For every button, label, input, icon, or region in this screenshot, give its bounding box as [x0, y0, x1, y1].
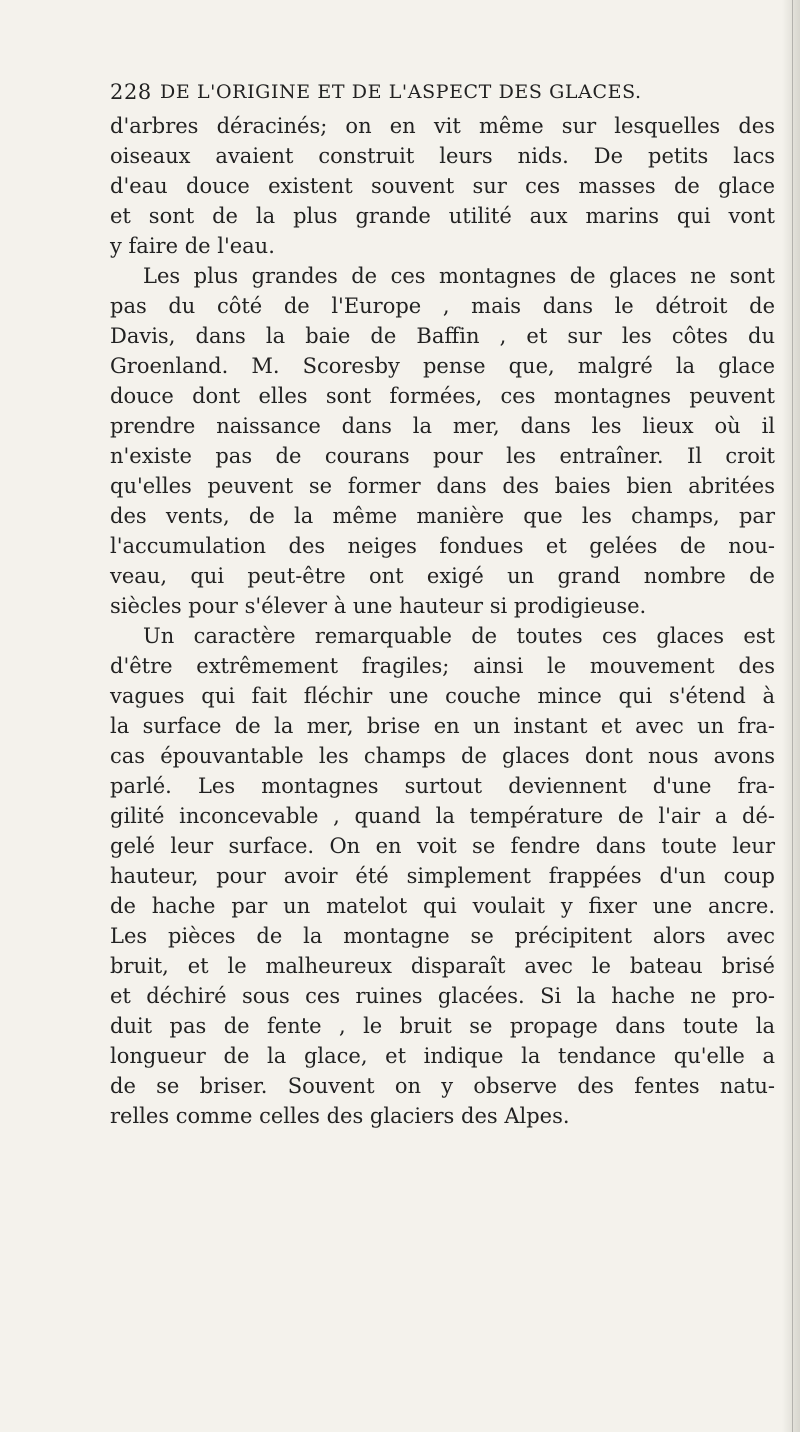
body-text: [110, 111, 775, 1131]
text-line: gelé leur surface. On en voit se fendre dans toute leur: [110, 834, 775, 858]
text-line: Davis, dans la baie de Baffin , et sur les côtes du: [110, 324, 775, 348]
text-line: Un caractère remarquable de toutes ces glaces est: [143, 624, 775, 648]
text-line: bruit, et le malheureux disparaît avec le bateau brisé: [110, 954, 775, 978]
text-line: Les pièces de la montagne se précipitent alors avec: [110, 924, 775, 948]
page-edge-line: [792, 0, 793, 1432]
page-header: [110, 80, 670, 110]
text-line: gilité inconcevable , quand la température de l'air a dé-: [110, 804, 775, 828]
text-line: et déchiré sous ces ruines glacées. Si la hache ne pro-: [110, 984, 775, 1008]
page-edge-shadow: [782, 0, 800, 1432]
text-line: n'existe pas de courans pour les entraîner. Il croit: [110, 444, 775, 468]
text-line: Les plus grandes de ces montagnes de glaces ne sont: [143, 264, 775, 288]
text-line: longueur de la glace, et indique la tendance qu'elle a: [110, 1044, 775, 1068]
text-line: veau, qui peut-être ont exigé un grand nombre de: [110, 564, 775, 588]
text-line: prendre naissance dans la mer, dans les lieux où il: [110, 414, 775, 438]
text-line: des vents, de la même manière que les champs, par: [110, 504, 775, 528]
text-line: siècles pour s'élever à une hauteur si prodigieuse.: [110, 594, 647, 618]
text-line: y faire de l'eau.: [110, 234, 275, 258]
text-line: hauteur, pour avoir été simplement frappées d'un coup: [110, 864, 775, 888]
text-line: d'être extrêmement fragiles; ainsi le mouvement des: [110, 654, 775, 678]
running-title: DE L'ORIGINE ET DE L'ASPECT DES GLACES.: [160, 81, 642, 103]
text-line: cas épouvantable les champs de glaces dont nous avons: [110, 744, 775, 768]
text-line: qu'elles peuvent se former dans des baies bien abritées: [110, 474, 775, 498]
text-line: Groenland. M. Scoresby pense que, malgré la glace: [110, 354, 775, 378]
text-line: d'eau douce existent souvent sur ces masses de glace: [110, 174, 775, 198]
text-line: oiseaux avaient construit leurs nids. De petits lacs: [110, 144, 775, 168]
text-line: vagues qui fait fléchir une couche mince qui s'étend à: [110, 684, 775, 708]
text-line: duit pas de fente , le bruit se propage dans toute la: [110, 1014, 775, 1038]
text-line: d'arbres déracinés; on en vit même sur lesquelles des: [110, 114, 775, 138]
text-line: et sont de la plus grande utilité aux marins qui vont: [110, 204, 775, 228]
text-line: de hache par un matelot qui voulait y fixer une ancre.: [110, 894, 775, 918]
text-line: douce dont elles sont formées, ces montagnes peuvent: [110, 384, 775, 408]
text-line: pas du côté de l'Europe , mais dans le détroit de: [110, 294, 775, 318]
text-line: l'accumulation des neiges fondues et gelées de nou-: [110, 534, 775, 558]
page-number: 228: [110, 80, 152, 104]
text-line: de se briser. Souvent on y observe des fentes natu-: [110, 1074, 775, 1098]
text-line: relles comme celles des glaciers des Alpes.: [110, 1104, 570, 1128]
text-line: parlé. Les montagnes surtout deviennent d'une fra-: [110, 774, 775, 798]
text-line: la surface de la mer, brise en un instant et avec un fra-: [110, 714, 775, 738]
